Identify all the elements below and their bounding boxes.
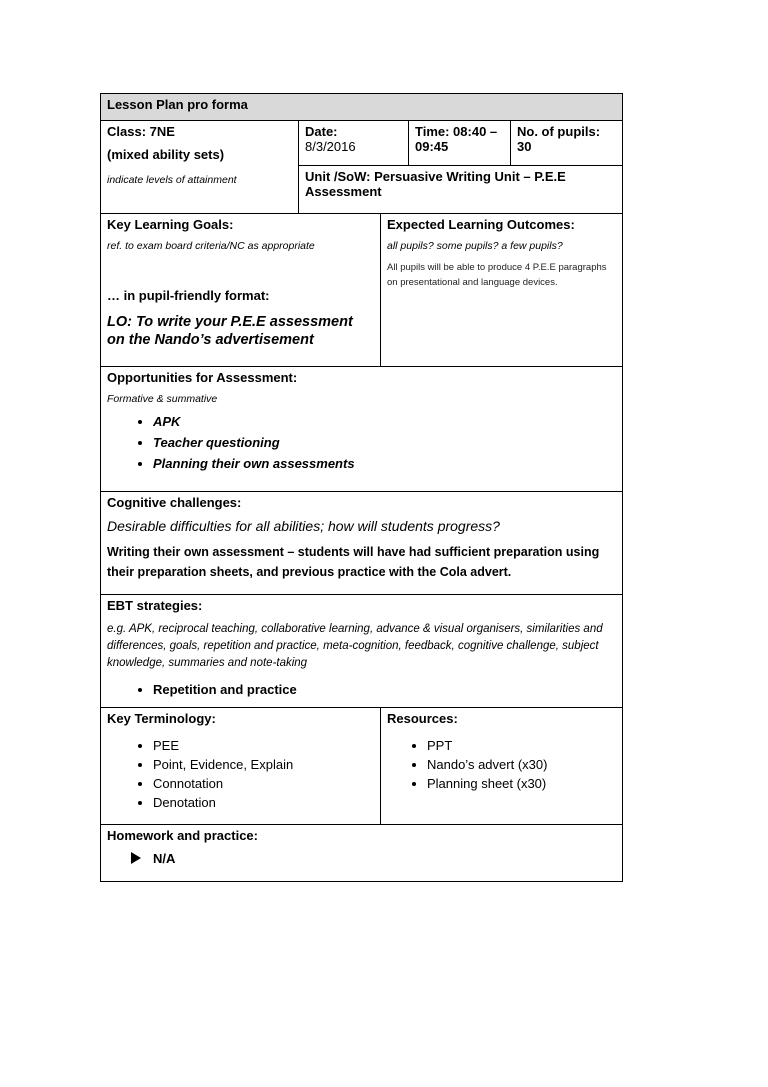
date-cell (299, 121, 409, 166)
ebt-cell (101, 595, 623, 708)
homework-item (107, 851, 616, 866)
list-item: • PEE (153, 736, 374, 755)
date-value: 8/3/2016 (305, 139, 356, 154)
ebt-row (101, 595, 623, 708)
list-item: • Teacher questioning (153, 432, 616, 453)
cognitive-heading: Cognitive challenges: (107, 495, 242, 510)
time-value: 09:45 (415, 139, 449, 154)
ebt-examples: e.g. APK, reciprocal teaching, collaborative learning, advance & visual organisers, similarities and differences, goals, repetition and practice, meta-cognition, feedback, cognitive challenge, subject knowledge, summaries and note-taking (107, 623, 603, 669)
goals-row (101, 214, 623, 367)
terminology-list (107, 736, 374, 812)
list-item: • Denotation (153, 793, 374, 812)
key-goals-cell (101, 214, 381, 367)
key-goals-heading: Key Learning Goals: (107, 217, 234, 232)
homework-item-text: N/A (153, 851, 176, 866)
outcomes-text: All pupils will be able to produce 4 P.E.E paragraphs on presentational and language devices. (387, 262, 607, 288)
homework-heading: Homework and practice: (107, 828, 258, 843)
ebt-list (107, 680, 616, 700)
cognitive-body: Writing their own assessment – students will have had sufficient preparation using their preparation sheets, and previous practice with the Cola advert. (107, 545, 600, 579)
learning-objective: LO: To write your P.E.E assessment on the Nando’s advertisement (107, 314, 353, 348)
key-goals-friendly: … in pupil-friendly format: (107, 288, 270, 303)
assessment-row (101, 367, 623, 492)
date-label: Date: (305, 124, 338, 139)
assessment-heading: Opportunities for Assessment: (107, 370, 298, 385)
outcomes-heading: Expected Learning Outcomes: (387, 217, 575, 232)
list-item: • PPT (427, 736, 616, 755)
lesson-plan-sheet (100, 93, 622, 882)
time-cell (409, 121, 511, 166)
assessment-cell (101, 367, 623, 492)
lesson-plan-table (100, 93, 623, 882)
list-item: • Repetition and practice (153, 680, 616, 700)
list-item: • Planning their own assessments (153, 453, 616, 474)
key-goals-ref: ref. to exam board criteria/NC as appropriate (107, 240, 315, 252)
assessment-sub: Formative & summative (107, 393, 218, 405)
class-cell (101, 121, 299, 214)
list-item: • Nando’s advert (x30) (427, 755, 616, 774)
terminology-row (101, 708, 623, 825)
resources-list (387, 736, 616, 793)
class-note: indicate levels of attainment (107, 174, 237, 186)
terminology-heading: Key Terminology: (107, 711, 216, 726)
class-sets: (mixed ability sets) (107, 147, 225, 162)
list-item: • Connotation (153, 774, 374, 793)
pupils-label: No. of pupils: (517, 124, 601, 139)
outcomes-cell (381, 214, 623, 367)
class-label: Class: 7NE (107, 124, 175, 139)
time-label: Time: 08:40 – (415, 124, 498, 139)
page-title: Lesson Plan pro forma (101, 94, 623, 121)
outcomes-sub: all pupils? some pupils? a few pupils? (387, 240, 563, 252)
assessment-list (107, 411, 616, 474)
ebt-heading: EBT strategies: (107, 598, 203, 613)
pupils-value: 30 (517, 139, 532, 154)
arrow-bullet-icon (131, 852, 141, 864)
pupils-cell (511, 121, 623, 166)
homework-row (101, 825, 623, 882)
cognitive-row (101, 492, 623, 595)
cognitive-cell (101, 492, 623, 595)
unit-cell: Unit /SoW: Persuasive Writing Unit – P.E.E Assessment (299, 166, 623, 214)
cognitive-desirable: Desirable difficulties for all abilities; how will students progress? (107, 518, 500, 534)
list-item: • Point, Evidence, Explain (153, 755, 374, 774)
resources-cell (381, 708, 623, 825)
list-item: • APK (153, 411, 616, 432)
homework-cell (101, 825, 623, 882)
list-item: • Planning sheet (x30) (427, 774, 616, 793)
resources-heading: Resources: (387, 711, 458, 726)
terminology-cell (101, 708, 381, 825)
title-row (101, 94, 623, 121)
class-row (101, 121, 623, 166)
